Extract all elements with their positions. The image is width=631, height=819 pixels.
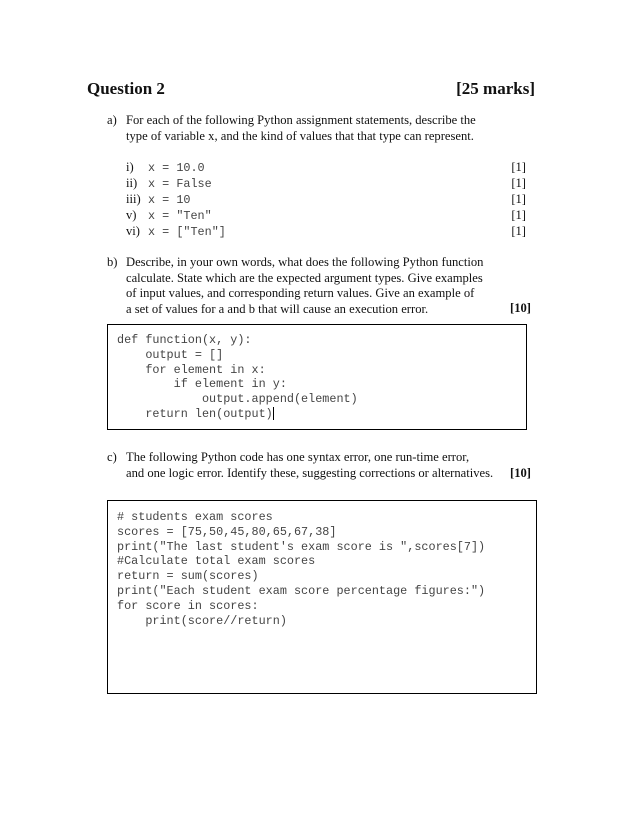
part-b-text: [126, 255, 483, 317]
part-b-text-line: a set of values for a and b that will cause an execution error.: [126, 301, 429, 316]
question-title: Question 2: [87, 79, 165, 98]
part-c-text-line: The following Python code has one syntax error, one run-time error,: [126, 450, 470, 464]
code-line: return len(output): [117, 406, 273, 421]
item-mark: [1]: [511, 224, 526, 238]
code-line: print("The last student's exam score is ",scores[7]): [117, 539, 486, 554]
part-b-text-line: Describe, in your own words, what does the following Python function: [126, 255, 484, 269]
question-total-marks: [25 marks]: [456, 79, 535, 98]
code-line: # students exam scores: [117, 510, 273, 524]
item-label: v): [126, 208, 137, 222]
code-line: if element in y:: [117, 377, 287, 392]
code-line: def function(x, y):: [117, 333, 252, 347]
part-a-item: [126, 160, 526, 176]
part-b-label: b): [107, 255, 118, 269]
part-a-items: [126, 160, 526, 240]
item-code: x = False: [148, 177, 212, 191]
code-line: output = []: [117, 347, 224, 362]
code-line: print("Each student exam score percentage figures:"): [117, 583, 486, 598]
part-b-text-line: calculate. State which are the expected argument types. Give examples: [126, 270, 483, 285]
part-a-item: [126, 192, 526, 208]
part-a-text-line: type of variable x, and the kind of values that that type can represent.: [126, 128, 474, 143]
part-a-text: [126, 113, 476, 144]
part-b-mark: [10]: [510, 301, 531, 315]
part-b-text-line: of input values, and corresponding return values. Give an example of: [126, 286, 475, 300]
code-line: return = sum(scores): [117, 569, 259, 584]
part-a-item: [126, 224, 526, 240]
part-b-code: [117, 333, 358, 422]
part-c-label: c): [107, 450, 117, 464]
code-line: output.append(element): [117, 392, 358, 407]
part-a-item: [126, 208, 526, 224]
item-code: x = 10: [148, 193, 191, 207]
item-code: x = 10.0: [148, 161, 205, 175]
item-label: vi): [126, 224, 140, 238]
item-mark: [1]: [511, 160, 526, 174]
item-label: iii): [126, 192, 141, 206]
part-c-code-box: [107, 500, 537, 694]
item-mark: [1]: [511, 176, 526, 190]
item-code: x = "Ten": [148, 209, 212, 223]
part-c-code: [117, 510, 485, 628]
part-c-text-line: and one logic error. Identify these, suggesting corrections or alternatives.: [126, 465, 494, 480]
item-label: ii): [126, 176, 138, 190]
part-c-text: [126, 450, 493, 481]
part-c-mark: [10]: [510, 466, 531, 480]
text-caret: [273, 407, 274, 420]
item-label: i): [126, 160, 134, 174]
part-a-text-line: For each of the following Python assignment statements, describe the: [126, 113, 476, 127]
code-line: #Calculate total exam scores: [117, 554, 316, 569]
part-a-item: [126, 176, 526, 192]
code-line: scores = [75,50,45,80,65,67,38]: [117, 524, 337, 539]
part-b-code-box: [107, 324, 527, 430]
item-mark: [1]: [511, 208, 526, 222]
item-mark: [1]: [511, 192, 526, 206]
item-code: x = ["Ten"]: [148, 225, 226, 239]
code-line: print(score//return): [117, 613, 287, 628]
part-a-label: a): [107, 113, 117, 127]
code-line: for score in scores:: [117, 598, 259, 613]
code-line: for element in x:: [117, 362, 266, 377]
